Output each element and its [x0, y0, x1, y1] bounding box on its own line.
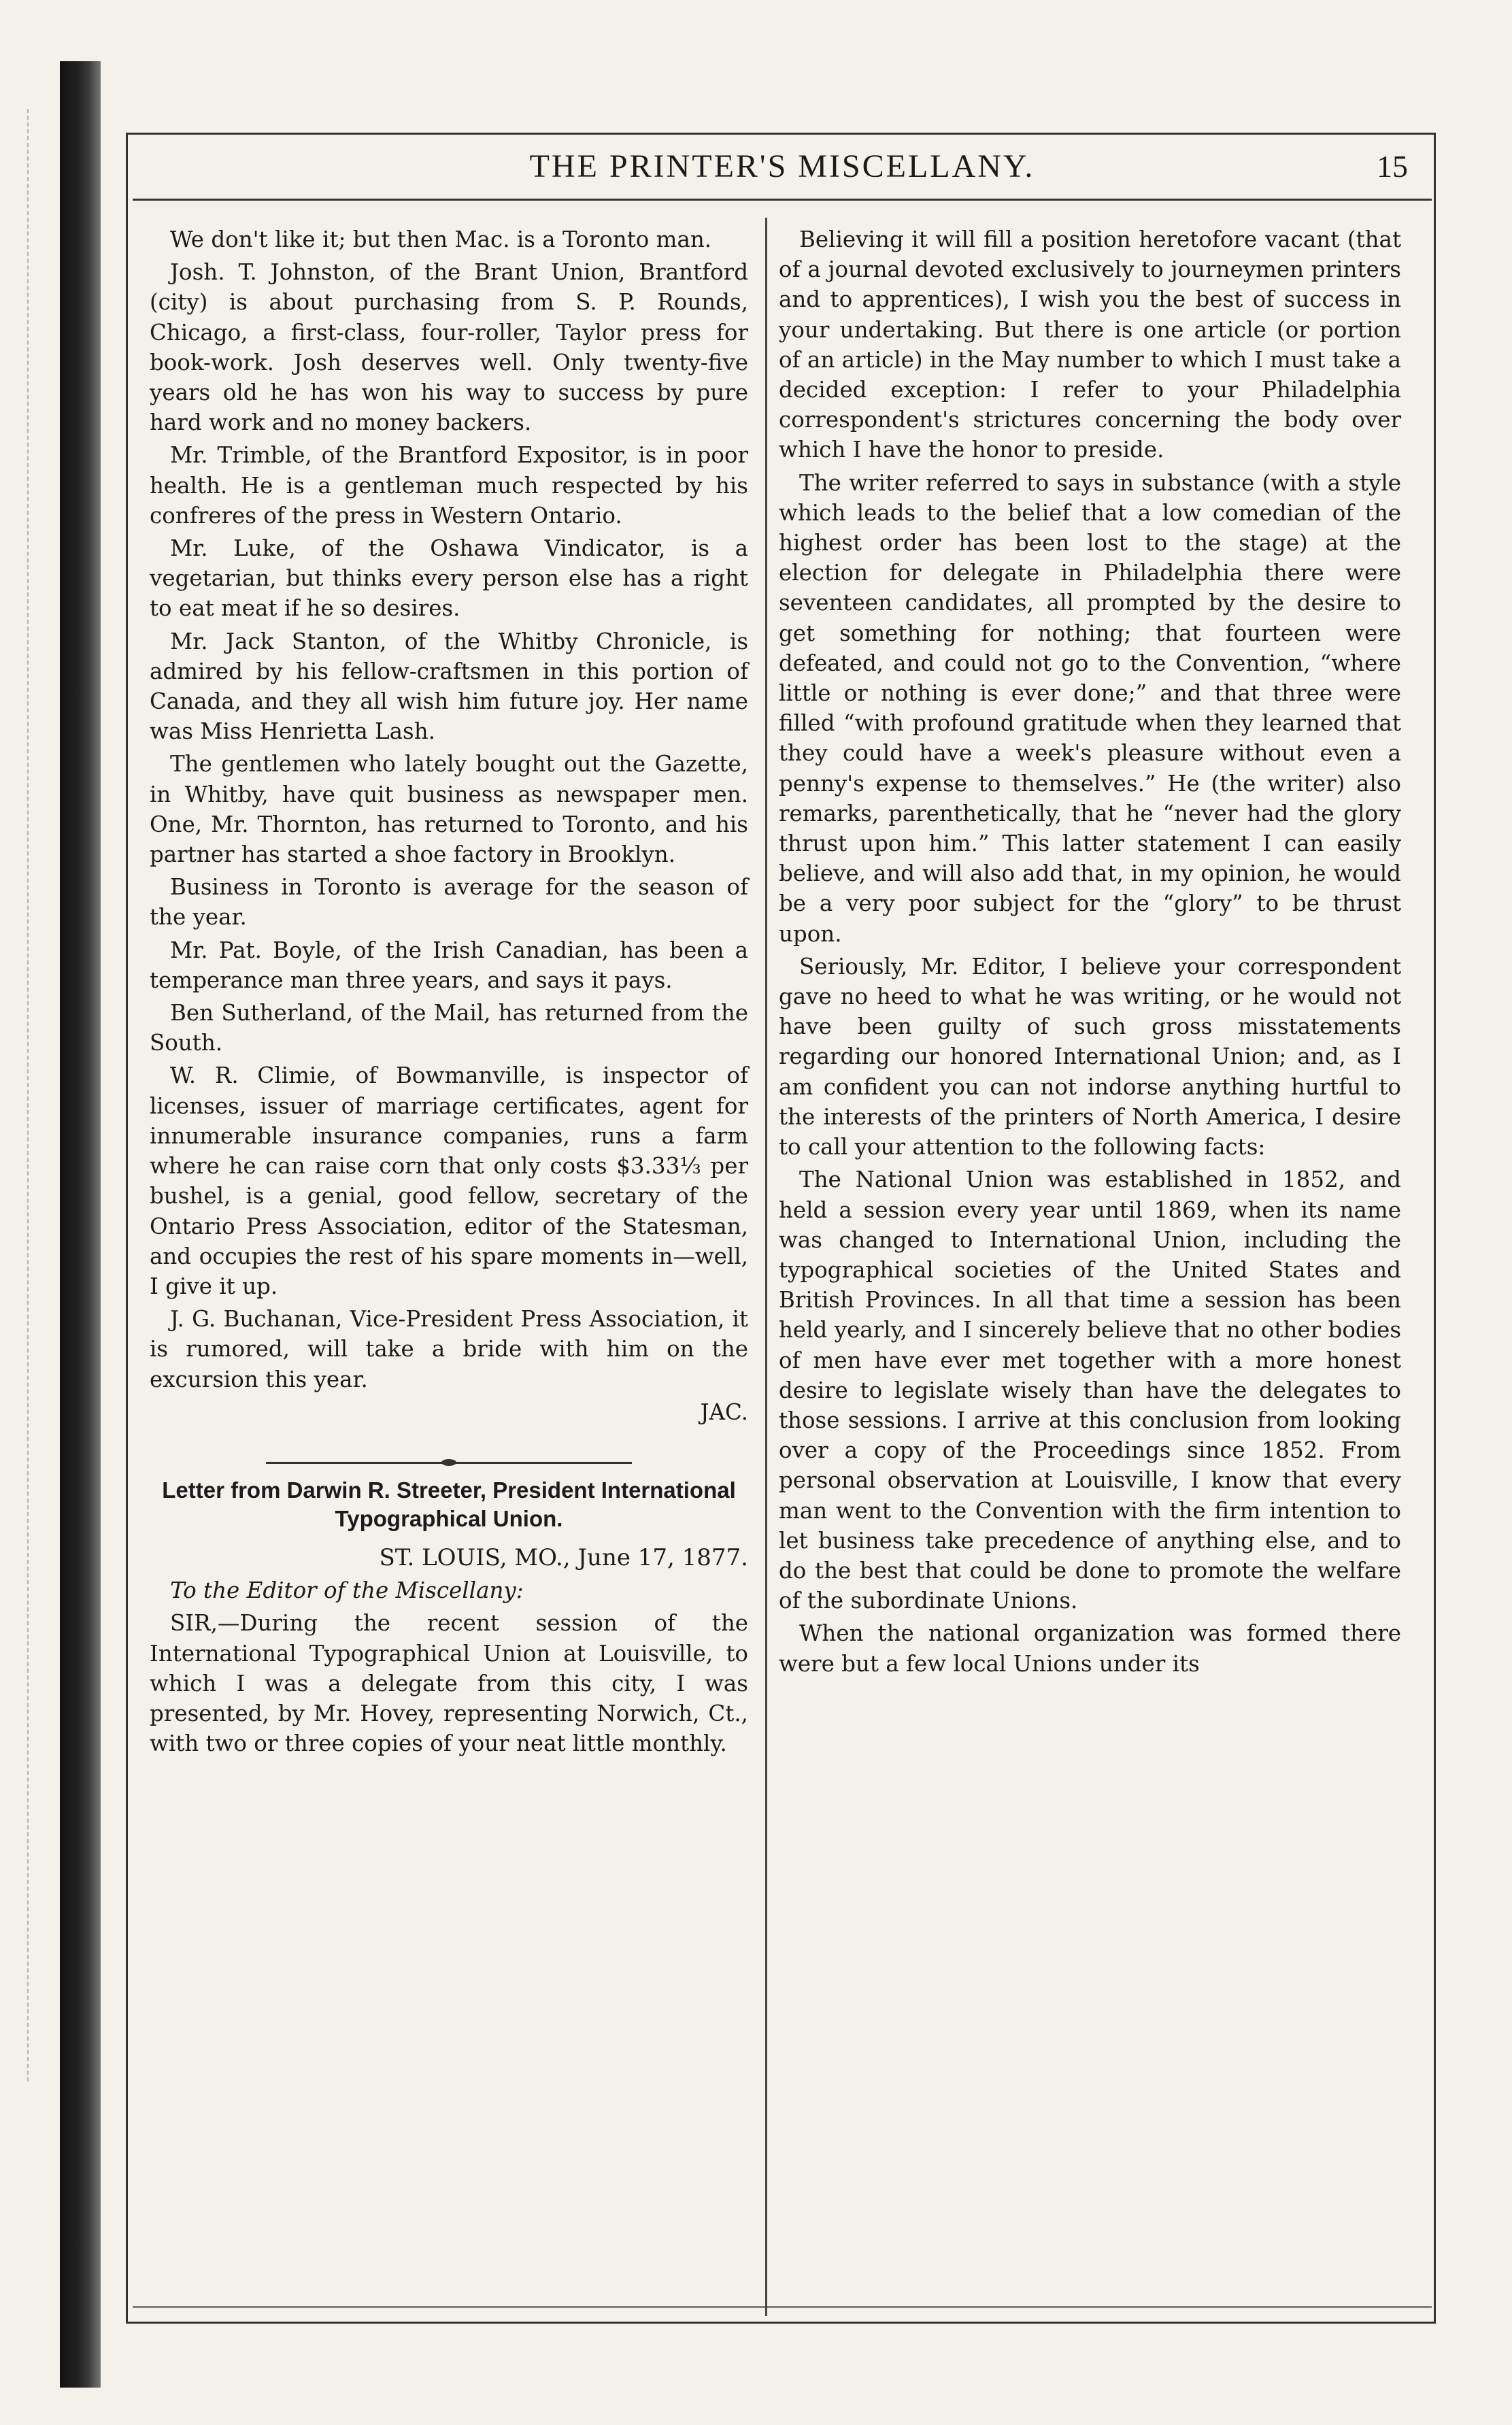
letter-title: Letter from Darwin R. Streeter, President International Typographical Union.	[162, 1477, 736, 1531]
letter-paragraph: SIR,—During the recent session of the International Typographical Union at Louisville, to which I was a delegate from this city, I was presented, by Mr. Hovey, representing Norwich, Ct., with two or three copies of your neat little monthly.	[150, 1610, 748, 1757]
paragraph: Mr. Jack Stanton, of the Whitby Chronicle, is admired by his fellow-craftsmen in this portion of Canada, and they all wish him future joy. Her name was Miss Henrietta Lash.	[150, 628, 748, 745]
left-column	[150, 224, 748, 1758]
paragraph: Seriously, Mr. Editor, I believe your correspondent gave no heed to what he was writing, or he would not have been guilty of such gross misstatements regarding our honored International Union; and, as I am confident you can not indorse anything hurtful to the interests of the printers of North America, I desire to call your attention to the following facts:	[779, 953, 1401, 1160]
paragraph: Josh. T. Johnston, of the Brant Union, Brantford (city) is about purchasing from S. P. Rounds, Chicago, a first-class, four-roller, Taylor press for book-work. Josh deserves well. Only twenty-five years old he has won his way to success by pure hard work and no money backers.	[150, 259, 748, 436]
paragraph: The National Union was established in 1852, and held a session every year until 1869, when its name was changed to International Union, including the typographical societies of the United States and British Provinces. In all that time a session has been held yearly, and I sincerely believe that no other bodies of men have ever met together with a more honest desire to legislate wisely than have the delegates to those sessions. I arrive at this conclusion from looking over a copy of the Proceedings since 1852. From personal observation at Louisville, I know that every man went to the Convention with the firm intention to let business take precedence of anything else, and to do the best that could be done to promote the welfare of the subordinate Unions.	[779, 1167, 1401, 1614]
book-spine-shadow	[60, 61, 101, 2388]
dateline: ST. LOUIS, MO., June 17, 1877.	[379, 1543, 748, 1571]
journal-title: THE PRINTER'S MISCELLANY.	[529, 148, 1035, 184]
paragraph: Business in Toronto is average for the season of the year.	[150, 874, 748, 931]
running-header	[136, 139, 1428, 194]
paragraph: J. G. Buchanan, Vice-President Press Association, it is rumored, will take a bride with him on the excursion this year.	[150, 1306, 748, 1392]
paragraph: We don't like it; but then Mac. is a Toronto man.	[170, 227, 712, 252]
section-separator	[150, 1446, 748, 1460]
addressee: To the Editor of the Miscellany:	[170, 1577, 524, 1604]
paragraph: Mr. Luke, of the Oshawa Vindicator, is a vegetarian, but thinks every person else has a right to eat meat if he so desires.	[150, 535, 748, 622]
page-number: 15	[1377, 149, 1408, 184]
paragraph: Mr. Pat. Boyle, of the Irish Canadian, has been a temperance man three years, and says it pays.	[150, 937, 748, 993]
paragraph: Ben Sutherland, of the Mail, has returned from the South.	[150, 1000, 748, 1056]
header-rule	[133, 199, 1432, 201]
paragraph: Mr. Trimble, of the Brantford Expositor, is in poor health. He is a gentleman much respected by his confreres of the press in Western Ontario.	[150, 442, 748, 529]
paragraph: The writer referred to says in substance (with a style which leads to the belief that a low comedian of the highest order has been lost to the stage) at the election for delegate in Philadelphia there were seventeen candidates, all prompted by the desire to get something for nothing; that fourteen were defeated, and could not go to the Convention, “where little or nothing is ever done;” and that three were filled “with profound gratitude when they learned that they could have a week's pleasure without even a penny's expense to themselves.” He (the writer) also remarks, parenthetically, that he “never had the glory thrust upon him.” This latter statement I can easily believe, and will also add that, in my opinion, he would be a very poor subject for the “glory” to be thrust upon.	[779, 469, 1401, 947]
bottom-rule	[133, 2306, 1432, 2308]
right-column	[779, 224, 1401, 1679]
paragraph: W. R. Climie, of Bowmanville, is inspector of licenses, issuer of marriage certificates, agent for innumerable insurance companies, runs a farm where he can raise corn that only costs $3.33⅓ per bushel, is a genial, good fellow, secretary of the Ontario Press Association, editor of the Statesman, and occupies the rest of his spare moments in—well, I give it up.	[150, 1063, 748, 1299]
scan-edge-left	[0, 109, 29, 2081]
column-divider	[765, 218, 767, 2316]
paragraph: Believing it will fill a position heretofore vacant (that of a journal devoted exclusively to journeymen printers and to apprentices), I wish you the best of success in your undertaking. But there is one article (or portion of an article) in the May number to which I must take a decided exception: I refer to your Philadelphia correspondent's strictures concerning the body over which I have the honor to preside.	[779, 227, 1401, 463]
paragraph: When the national organization was formed there were but a few local Unions under its	[779, 1620, 1401, 1677]
paragraph: The gentlemen who lately bought out the Gazette, in Whitby, have quit business as newspaper men. One, Mr. Thornton, has returned to Toronto, and his partner has started a shoe factory in Brooklyn.	[150, 751, 748, 868]
signature: JAC.	[700, 1399, 748, 1425]
